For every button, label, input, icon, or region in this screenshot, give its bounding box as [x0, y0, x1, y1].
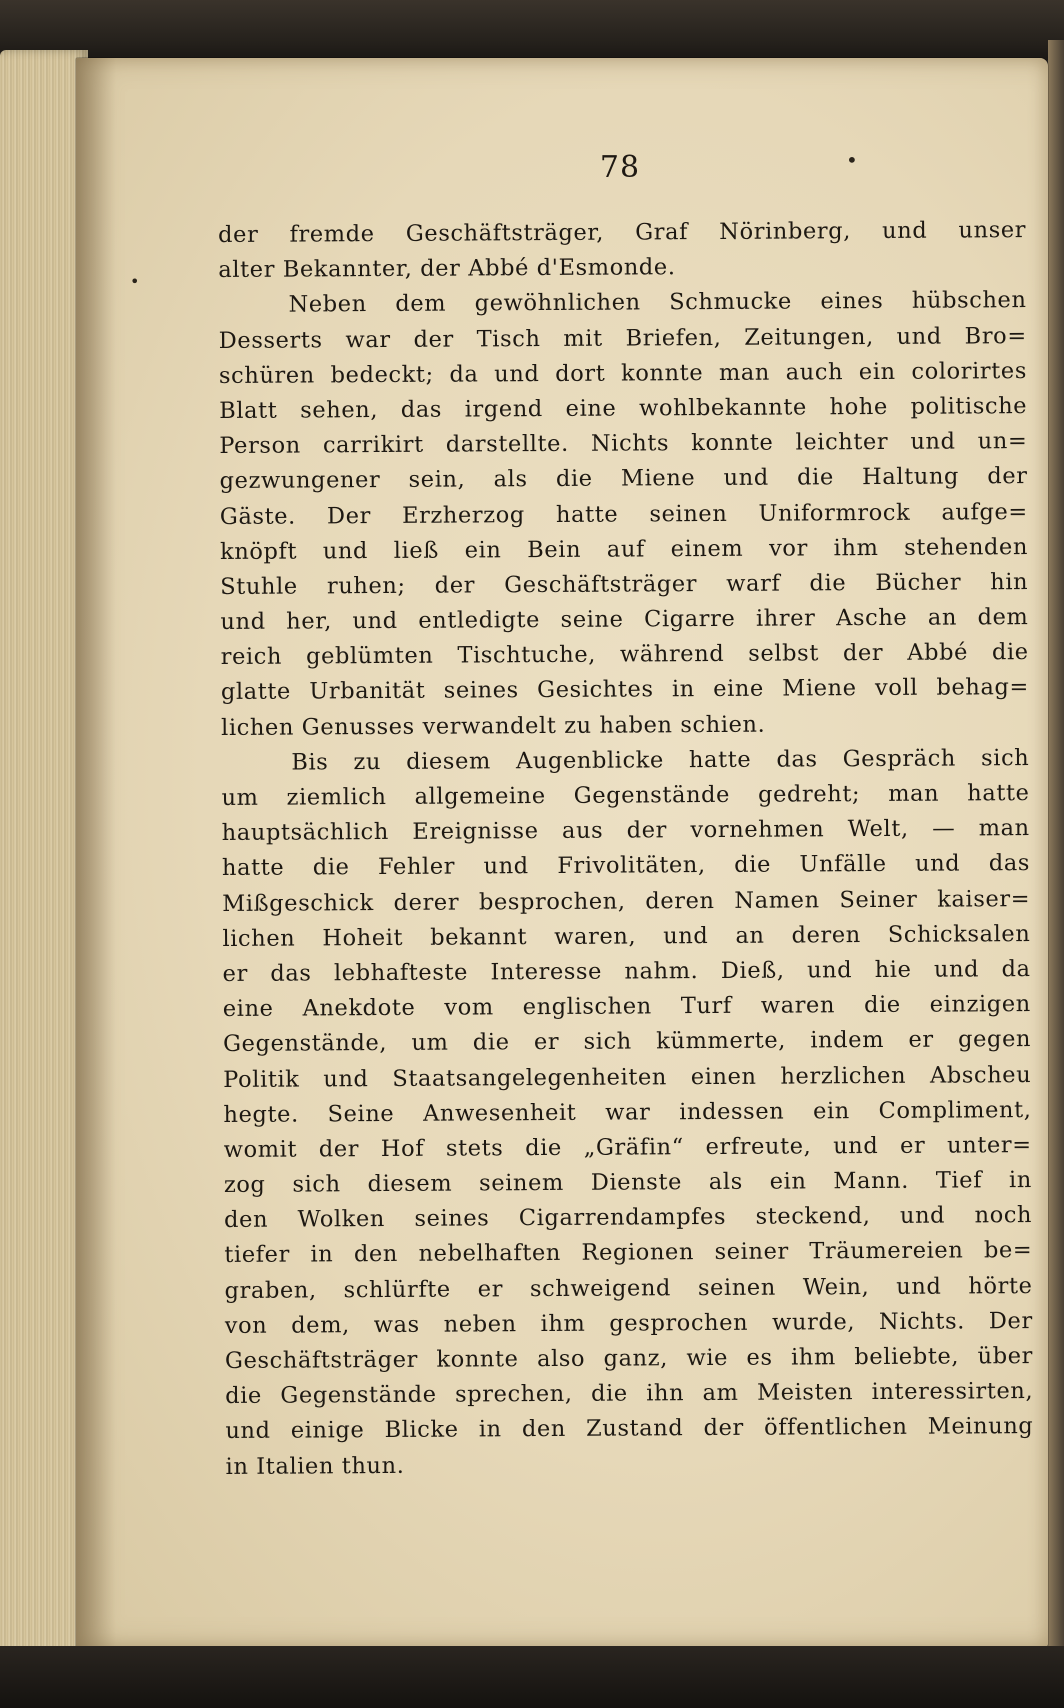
text-line: Mißgeschick derer besprochen, deren Namen Seiner kaiser= — [222, 885, 1031, 917]
page-edges — [0, 50, 88, 1670]
text-line: Gegenstände, um die er sich kümmerte, indem er gegen — [222, 1026, 1032, 1058]
text-line: und einige Blicke in den Zustand der öffentlichen Meinung — [225, 1413, 1034, 1445]
text-line: gezwungener sein, als die Miene und die Haltung der — [219, 463, 1028, 495]
page-number: 78 — [599, 150, 641, 185]
text-line: reich geblümten Tischtuche, während selbst der Abbé die — [220, 639, 1029, 671]
text-line: hatte die Fehler und Frivolitäten, die Unfälle und das — [221, 850, 1031, 882]
text-line: Bis zu diesem Augenblicke hatte das Gespräch sich — [291, 744, 1030, 776]
text-line: Desserts war der Tisch mit Briefen, Zeitungen, und Bro= — [218, 322, 1027, 354]
text-line: den Wolken seines Cigarrendampfes steckend, und noch — [224, 1202, 1033, 1234]
text-line: schüren bedeckt; da und dort konnte man auch ein colorirtes — [218, 357, 1028, 389]
text-line: in Italien thun. — [225, 1452, 405, 1480]
text-line: Gäste. Der Erzherzog hatte seinen Uniformrock aufge= — [219, 498, 1028, 530]
text-line: zog sich diesem seinem Dienste als ein Mann. Tief in — [223, 1167, 1032, 1199]
text-line: und her, und entledigte seine Cigarre ihrer Asche an dem — [220, 604, 1029, 636]
spine-shadow — [76, 58, 116, 1648]
text-line: Person carrikirt darstellte. Nichts konnte leichter und un= — [219, 428, 1028, 460]
book-cover-top — [0, 0, 1064, 60]
text-line: die Gegenstände sprechen, die ihn am Meisten interessirten, — [225, 1378, 1034, 1410]
text-line: der fremde Geschäftsträger, Graf Nörinberg, und unser — [218, 217, 1027, 248]
text-line: alter Bekannter, der Abbé d'Esmonde. — [218, 254, 676, 284]
text-line: glatte Urbanität seines Gesichtes in eine Miene voll behag= — [220, 674, 1029, 706]
text-line: Blatt sehen, das irgend eine wohlbekannte hohe politische — [219, 392, 1028, 424]
margin-dot: • — [846, 148, 858, 172]
body-text — [218, 213, 1034, 1485]
text-line: um ziemlich allgemeine Gegenstände gedreht; man hatte — [221, 780, 1030, 811]
text-line: lichen Genusses verwandelt zu haben schien. — [221, 711, 766, 741]
text-line: knöpft und ließ ein Bein auf einem vor ihm stehenden — [219, 533, 1029, 565]
text-line: hegte. Seine Anwesenheit war indessen ein Compliment, — [223, 1096, 1032, 1128]
text-line: eine Anekdote vom englischen Turf waren die einzigen — [222, 991, 1031, 1023]
text-line: tiefer in den nebelhaften Regionen seiner Träumereien be= — [224, 1237, 1033, 1269]
margin-dot: • — [130, 272, 140, 291]
book-right-edge — [1048, 40, 1064, 1670]
text-line: Neben dem gewöhnlichen Schmucke eines hübschen — [288, 287, 1027, 318]
text-line: hauptsächlich Ereignisse aus der vornehmen Welt, — man — [221, 815, 1030, 847]
text-line: Stuhle ruhen; der Geschäftsträger warf die Bücher hin — [220, 568, 1029, 600]
text-line: Politik und Staatsangelegenheiten einen herzlichen Abscheu — [223, 1061, 1032, 1093]
text-line: er das lebhafteste Interesse nahm. Dieß, und hie und da — [222, 955, 1031, 987]
text-line: von dem, was neben ihm gesprochen wurde, Nichts. Der — [224, 1307, 1033, 1339]
text-line: Geschäftsträger konnte also ganz, wie es ihm beliebte, über — [224, 1343, 1034, 1374]
text-line: womit der Hof stets die „Gräfin“ erfreute, und er unter= — [223, 1131, 1032, 1163]
book-bottom-edge — [0, 1646, 1064, 1708]
text-line: lichen Hoheit bekannt waren, und an deren Schicksalen — [222, 920, 1031, 952]
text-line: graben, schlürfte er schweigend seinen Wein, und hörte — [224, 1272, 1033, 1304]
